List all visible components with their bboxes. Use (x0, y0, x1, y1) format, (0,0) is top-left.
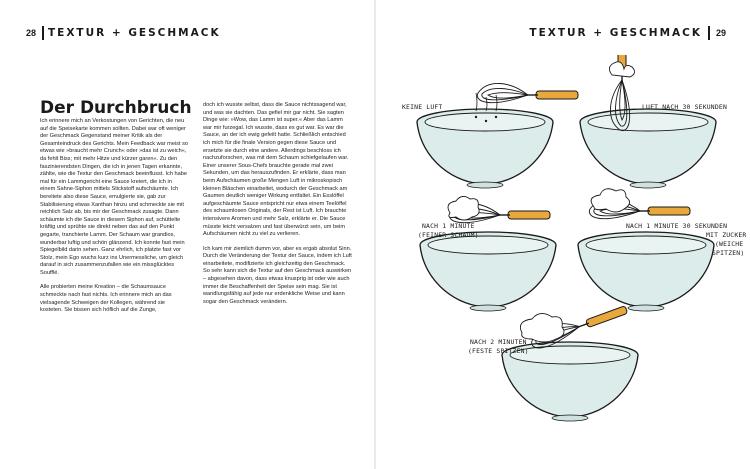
label-stage-3-line-2: (FEINER SCHAUM) (418, 231, 479, 239)
text-column-1 (40, 118, 188, 322)
stage-5-drawing (468, 299, 638, 421)
stage-4-drawing (578, 189, 746, 311)
left-page-number: 28 (0, 22, 42, 44)
label-stage-2: LUFT NACH 30 SEKUNDEN (642, 103, 727, 111)
stage-2-drawing (580, 55, 727, 188)
label-stage-4-line-3: (WEICHE (715, 240, 744, 248)
stage-3-drawing (418, 196, 556, 311)
whisk-stages-drawing (400, 55, 750, 460)
article-title: Der Durchbruch (40, 98, 192, 118)
label-stage-3-line-1: NACH 1 MINUTE (422, 222, 475, 230)
page-gutter (374, 0, 376, 469)
text-column-2 (203, 102, 352, 313)
stage-1-drawing (402, 83, 578, 188)
label-stage-4-line-2: MIT ZUCKER (706, 231, 747, 239)
label-stage-4-line-4: SPITZEN) (712, 249, 745, 257)
label-stage-5-line-1: NACH 2 MINUTEN (470, 338, 527, 346)
whisking-illustration (400, 55, 750, 460)
right-page-number: 29 (708, 22, 750, 44)
left-running-header: TEXTUR + GESCHMACK (48, 27, 221, 39)
paragraph: Ich erinnere mich an Verkostungen von Gerichten, die neu auf die Speisekarte kommen sollten. Dabei war oft weniger der Geschmack Gegenstand meiner Kritik als der Gesamteindruck des Gerichts. Mein Feedback war meist so etwas wie »braucht mehr Crunch« oder »das ist zu weich«, da fehlt Biss; mit mehr Hitze und kürzer garen«. Zu den faszinierendsten Dingen, die ich in jenen Tagen erkannte, zählte, wie die Textur den Geschmack beeinflusst. Ich habe mal für ein Lammgericht eine Sauce kreiert, die ich in einem Sahne-Siphon mittels Stickstoff aufschäumte. Ich bereitete also diese Sauce, emulgierte sie, gab zur Stabilisierung etwas Xanthan hinzu und schmeckte sie mit reichlich Salz ab, bis mir der Geschmack zusagte. Dann schäumte ich die Sauce in diesem Siphon auf, schüttelte kräftig und sprühte sie direkt neben das auf den Punkt gegarte, tranchierte Lamm. Der Schaum war grandios, wunderbar luftig und schön glänzend. Ich konnte fast mein Spiegelbild darin sehen. Ganz ehrlich, ich platzte fast vor Stolz, mein Ego wuchs kurz ins Unermessliche, um gleich darauf in sich zusammenzufallen wie ein missglücktes Soufflé. (40, 118, 188, 276)
paragraph: Ich kam mir ziemlich dumm vor, aber es ergab absolut Sinn. Durch die Veränderung der Textur der Sauce, indem ich Luft einarbeitete, modifizierte ich gleichzeitig den Geschmack. So sehr kann sich die Textur auf den Geschmack auswirken – abgesehen davon, dass etwas knusprig ist oder wie auch immer die Beschaffenheit der Speise sein mag. Sie ist wandlungsfähig auf jede nur erdenkliche Weise und kann sogar den Geschmack verändern. (203, 245, 352, 305)
label-stage-1: KEINE LUFT (402, 103, 443, 111)
right-running-header: TEXTUR + GESCHMACK (529, 27, 702, 39)
label-stage-5-line-2: (FESTE SPITZEN) (468, 347, 529, 355)
label-stage-4-line-1: NACH 1 MINUTE 30 SEKUNDEN (626, 222, 728, 230)
paragraph: Alle probierten meine Kreation – die Schaumsauce schmeckte nach fast nichts. Ich erinnere mich an das vielsagende Schweigen der Kollegen, während sie kosteten. Sie bissen sich höflich auf die Zunge, (40, 284, 172, 314)
paragraph: doch ich wusste selbst, dass die Sauce nichtssagend war, und was sie dachten. Das gefiel mir gar nicht. Sie sagten Dinge wie: »Wow, das Lamm ist super.« Aber das Lamm war mir furzegal. Ich wusste, dass es gut war. Es war die Sauce, an der ich ewig gefeilt hatte. Schließlich entschied ich mich für die finale Version gegen diese Sauce und ersetzte sie durch eine andere. Allerdings beschloss ich nachzuforschen, was mit dem Schaum schiefgelaufen war. Einer unserer Sous-Chefs brauchte gerade mal zwei Sekunden, um das herauszufinden. Er erklärte, dass man beim Aufschäumen große Mengen Luft in mikroskopisch kleinen Bläschen einarbeitet, wodurch der Geschmack am Gaumen deutlich weniger Wirkung entfaltet. Ein Esslöffel aufgeschäumte Sauce entspricht nur etwa einem Teelöffel des schaumlosen Originals, der Rest ist Luft. Ich brauchte intensivere Aromen und mehr Salz, erklärte er. Die Sauce müsste leicht versalzen und fast überwürzt sein, um beim Aufschäumen nicht zu viel zu verlieren. (203, 102, 349, 238)
